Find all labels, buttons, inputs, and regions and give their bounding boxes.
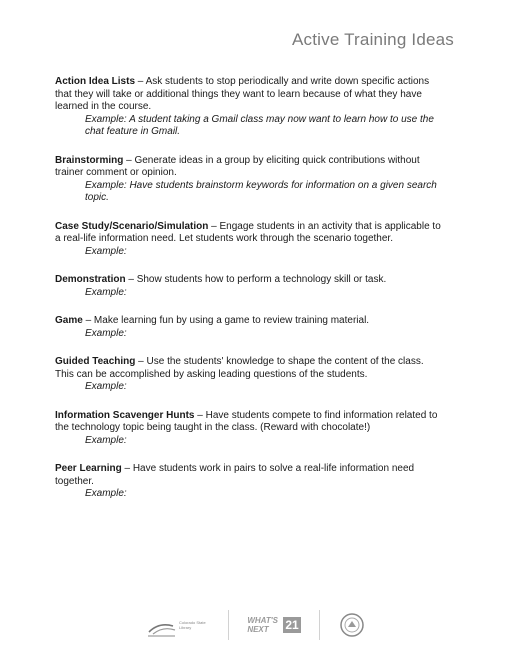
entry-separator: – bbox=[135, 76, 146, 87]
entry-description: Engage students in an activity that is applicable to a real-life information need. Let students work through the scenario together. bbox=[55, 220, 441, 244]
entry-example: Example: bbox=[85, 286, 127, 298]
entry-example: Example: bbox=[85, 434, 127, 446]
entry-example: Example: Have students brainstorm keywords for information on a given search topic. bbox=[85, 179, 437, 203]
entry-term: Case Study/Scenario/Simulation bbox=[55, 220, 209, 232]
entry-term: Action Idea Lists bbox=[55, 76, 136, 87]
entry-description: Ask students to stop periodically and write down specific actions that they will take or additional things they want to learn because of what they have learned in the course. bbox=[55, 76, 430, 112]
footer-divider bbox=[228, 610, 229, 640]
entry-example: Example: A student taking a Gmail class may now want to learn how to use the chat feature in Gmail. bbox=[85, 113, 434, 137]
entry-example: Example: bbox=[85, 488, 127, 499]
entry-description: Make learning fun by using a game to review training material. bbox=[93, 315, 370, 326]
entry-term: Guided Teaching bbox=[55, 356, 136, 367]
seal-icon bbox=[339, 612, 365, 638]
footer-divider bbox=[319, 610, 320, 640]
list-item bbox=[55, 76, 445, 139]
footer-logos bbox=[145, 608, 365, 642]
list-item bbox=[55, 155, 445, 205]
list-item bbox=[55, 356, 445, 394]
list-item bbox=[55, 221, 445, 259]
entry-term: Brainstorming bbox=[55, 154, 124, 166]
entry-term: Information Scavenger Hunts bbox=[55, 409, 195, 421]
entry-description: Have students work in pairs to solve a real-life information need together. bbox=[55, 463, 415, 487]
entry-example: Example: bbox=[85, 381, 127, 392]
whats-next-logo bbox=[247, 616, 300, 634]
entry-example: Example: bbox=[85, 327, 127, 339]
list-item bbox=[55, 463, 445, 501]
entry-description: Generate ideas in a group by eliciting quick contributions without trainer comment or opinion. bbox=[55, 154, 420, 178]
entry-separator: – bbox=[125, 274, 137, 285]
entry-term: Game bbox=[55, 315, 83, 326]
idea-list bbox=[55, 76, 445, 517]
colorado-state-library-logo bbox=[145, 612, 209, 638]
entry-description: Have students compete to find information related to the technology topic being taught in the class. (Reward with chocolate!) bbox=[55, 409, 438, 433]
whats-next-text: WHAT'S NEXT bbox=[247, 616, 278, 634]
list-item bbox=[55, 315, 445, 340]
entry-separator: – bbox=[121, 463, 133, 474]
list-item bbox=[55, 274, 445, 299]
entry-example: Example: bbox=[85, 245, 127, 257]
page-title: Active Training Ideas bbox=[291, 30, 454, 49]
whats-next-number: 21 bbox=[285, 618, 299, 632]
list-item bbox=[55, 410, 445, 448]
entry-description: Use the students' knowledge to shape the content of the class. This can be accomplished by asking leading questions of the students. bbox=[55, 356, 424, 380]
entry-separator: – bbox=[82, 315, 94, 326]
entry-separator: – bbox=[123, 154, 135, 166]
entry-separator: – bbox=[208, 220, 220, 232]
logo-text: Colorado State Library bbox=[179, 620, 206, 630]
entry-description: Show students how to perform a technology skill or task. bbox=[136, 274, 387, 285]
entry-term: Demonstration bbox=[55, 274, 126, 285]
state-seal-logo bbox=[339, 612, 365, 638]
entry-separator: – bbox=[194, 409, 206, 421]
entry-term: Peer Learning bbox=[55, 463, 122, 474]
entry-separator: – bbox=[135, 356, 147, 367]
